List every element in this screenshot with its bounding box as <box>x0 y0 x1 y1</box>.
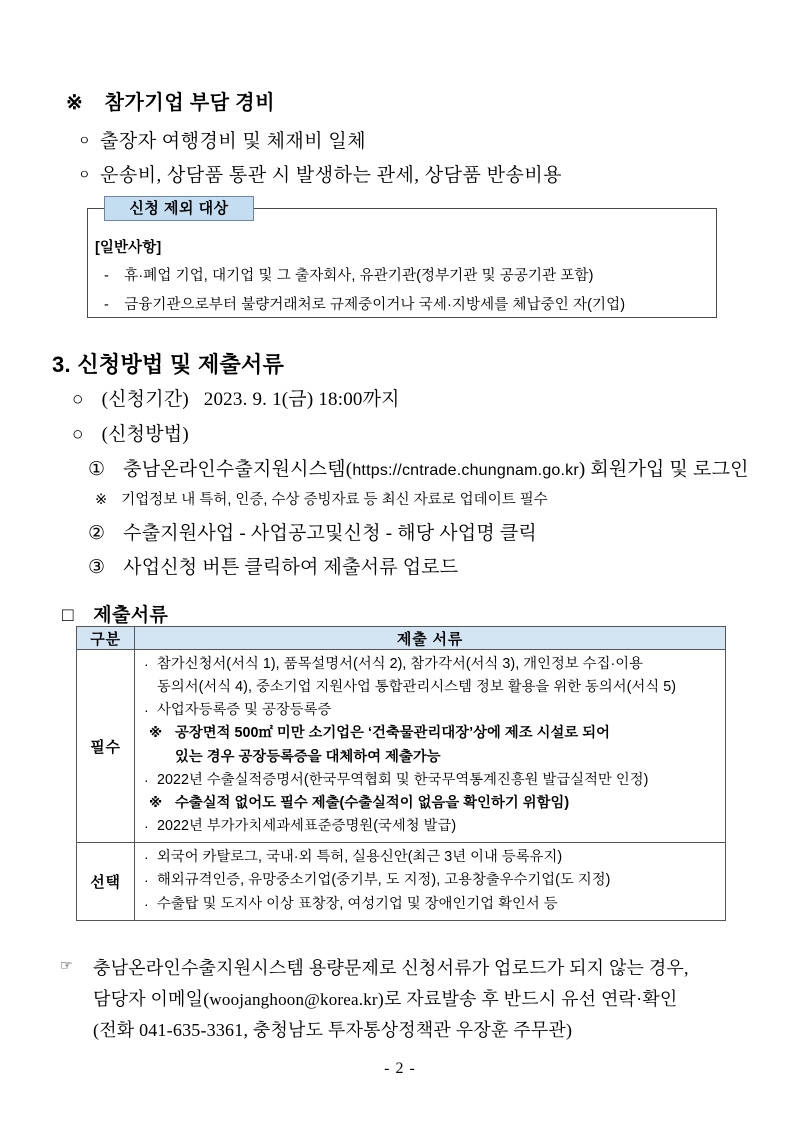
cntrade-url[interactable]: https://cntrade.chungnam.go.kr <box>352 462 579 479</box>
row-content-required <box>135 650 726 843</box>
note-star-mark: ※ <box>95 492 108 508</box>
list-item-note <box>143 722 719 768</box>
list-item-note-line: 수출실적 없어도 필수 제출(수출실적이 없음을 확인하기 위함임) <box>175 794 570 811</box>
column-header-documents: 제출 서류 <box>135 627 726 650</box>
list-item-line: 2022년 수출실적증명서(한국무역협회 및 한국무역통계진흥원 발급실적만 인정) <box>157 771 649 788</box>
exclusion-item-1-label: 휴·폐업 기업, 대기업 및 그 출자회사, 유관기관(정부기관 및 공공기관 포함) <box>124 268 594 284</box>
dot-bullet-icon: · <box>144 771 149 788</box>
cost-item-2 <box>78 160 562 187</box>
list-item-line: 동의서(서식 4), 중소기업 지원사업 통합관리시스템 정보 활용을 위한 동의서(서식 5) <box>157 679 677 696</box>
contact-email[interactable]: woojanghoon@korea.kr <box>209 990 378 1009</box>
note-star-mark: ※ <box>149 794 163 810</box>
list-item-line: 2022년 부가가치세과세표준증명원(국세청 발급) <box>157 818 457 835</box>
circle-bullet-icon: ○ <box>72 389 84 410</box>
circle-bullet-icon: ○ <box>72 424 84 445</box>
footer-note-line-2-pre: 담당자 이메일( <box>93 989 210 1009</box>
cost-section-title: 참가기업 부담 경비 <box>104 92 276 114</box>
application-method-row <box>72 419 189 446</box>
list-item-note-line: 공장면적 500㎡ 미만 소기업은 ‘건축물관리대장’상에 제조 시설로 되어 <box>175 725 610 742</box>
docs-heading <box>62 600 168 627</box>
docs-heading-label: 제출서류 <box>93 605 169 626</box>
list-item <box>143 846 719 869</box>
exclusion-subtitle: [일반사항] <box>95 240 162 256</box>
application-period-label: (신청기간) <box>101 389 189 410</box>
table-header-row <box>77 627 726 650</box>
section3-title: 3. 신청방법 및 제출서류 <box>52 352 285 377</box>
list-item <box>143 869 719 892</box>
table-row <box>77 650 726 843</box>
exclusion-item-2-label: 금융기관으로부터 불량거래처로 규제중이거나 국세·지방세를 체납중인 자(기업) <box>124 297 626 313</box>
cost-item-1-label: 출장자 여행경비 및 체재비 일체 <box>100 131 367 152</box>
step-3-label: 사업신청 버튼 클릭하여 제출서류 업로드 <box>123 557 459 578</box>
list-item-line: 수출탑 및 도지사 이상 표창장, 여성기업 및 장애인기업 확인서 등 <box>157 895 558 912</box>
row-label-optional: 선택 <box>77 843 135 920</box>
footer-note-line-2 <box>93 985 678 1011</box>
dot-bullet-icon: · <box>144 872 149 889</box>
application-method-label: (신청방법) <box>101 424 189 445</box>
dash-mark: - <box>104 297 109 313</box>
step-2-label: 수출지원사업 - 사업공고및신청 - 해당 사업명 클릭 <box>123 523 537 544</box>
cost-section-heading <box>66 86 275 115</box>
dot-bullet-icon: · <box>144 702 149 719</box>
list-item-line: 사업자등록증 및 공장등록증 <box>157 702 332 719</box>
list-item <box>143 893 719 916</box>
column-header-gubun: 구분 <box>77 627 135 650</box>
bullet-circle-icon: ㅇ <box>78 167 92 182</box>
dot-bullet-icon: · <box>144 656 149 672</box>
cost-item-1 <box>78 126 366 153</box>
cost-item-2-label: 운송비, 상담품 통관 시 발생하는 관세, 상담품 반송비용 <box>100 165 563 186</box>
page-number: - 2 - <box>384 1060 416 1077</box>
list-item <box>143 653 719 699</box>
row-content-optional <box>135 843 726 920</box>
application-step-3 <box>88 552 458 579</box>
step-3-number: ③ <box>88 557 106 578</box>
list-item <box>143 815 719 838</box>
step-1-text-pre: 충남온라인수출지원시스템( <box>123 459 353 480</box>
application-step-1 <box>88 454 749 481</box>
list-item-note-line: 있는 경우 공장등록증을 대체하여 제출가능 <box>175 748 441 765</box>
table-row <box>77 843 726 920</box>
square-bullet-icon: □ <box>62 605 74 626</box>
step-1-note <box>95 488 548 509</box>
note-star-mark: ※ <box>149 725 163 741</box>
exclusion-item-1 <box>104 264 594 285</box>
row-label-required: 필수 <box>77 650 135 843</box>
footer-note-line-2-post: )로 자료발송 후 반드시 유선 연락·확인 <box>377 989 678 1009</box>
footer-note-line-1: 충남온라인수출지원시스템 용량문제로 신청서류가 업로드가 되지 않는 경우, <box>93 958 689 978</box>
application-step-2 <box>88 518 537 545</box>
dot-bullet-icon: · <box>144 849 149 866</box>
step-1-number: ① <box>88 459 106 480</box>
application-period-value: 2023. 9. 1(금) 18:00까지 <box>203 389 400 410</box>
application-period-row <box>72 384 400 411</box>
dot-bullet-icon: · <box>144 818 149 835</box>
list-item <box>143 769 719 792</box>
bullet-circle-icon: ㅇ <box>78 133 92 148</box>
section-star-mark: ※ <box>66 92 84 114</box>
footer-note-line-3: (전화 041-635-3361, 충청남도 투자통상정책관 우장훈 주무관) <box>93 1020 573 1040</box>
dash-mark: - <box>104 268 109 284</box>
list-item-line: 해외규격인증, 유망중소기업(중기부, 도 지정), 고용창출우수기업(도 지정) <box>157 872 611 889</box>
list-item-note <box>143 792 719 815</box>
list-item <box>143 699 719 722</box>
list-item-line: 외국어 카탈로그, 국내·외 특허, 실용신안(최근 3년 이내 등록유지) <box>157 849 563 866</box>
step-1-text-post: ) 회원가입 및 로그인 <box>578 459 749 480</box>
step-2-number: ② <box>88 523 106 544</box>
exclusion-item-2 <box>104 293 625 314</box>
dot-bullet-icon: · <box>144 895 149 912</box>
list-item-line: 참가신청서(서식 1), 품목설명서(서식 2), 참가각서(서식 3), 개인정보 수집·이용 <box>157 656 644 672</box>
step-1-note-label: 기업정보 내 특허, 인증, 수상 증빙자료 등 최신 자료로 업데이트 필수 <box>121 492 548 508</box>
documents-table <box>76 626 726 921</box>
exclusion-box-label: 신청 제외 대상 <box>104 196 254 221</box>
pointing-hand-icon: ☞ <box>60 958 73 974</box>
